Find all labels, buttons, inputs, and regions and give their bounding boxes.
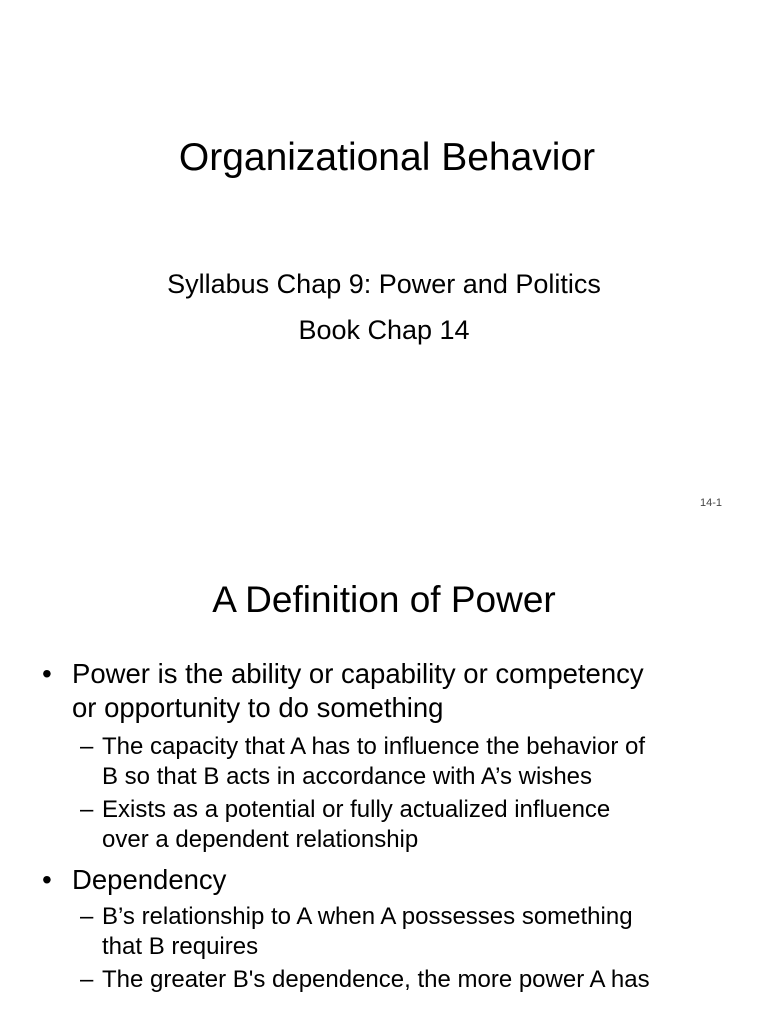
slide-subtitle-syllabus: Syllabus Chap 9: Power and Politics (167, 269, 601, 299)
subbullet-text: B’s relationship to A when A possesses something that B requires (102, 903, 633, 960)
bullet-marker: • (42, 864, 52, 895)
subbullet-text: The capacity that A has to influence the behavior of B so that B acts in accordance with A’s wishes (102, 733, 646, 790)
bullet-item (42, 657, 732, 725)
subbullet-marker: – (80, 796, 94, 823)
bullet-item (42, 863, 732, 897)
slide-number: 14-1 (699, 497, 722, 509)
bullet-marker: • (42, 658, 52, 689)
slide-title: Organizational Behavior (178, 136, 596, 179)
subbullet-text: Exists as a potential or fully actualized influence over a dependent relationship (102, 796, 611, 853)
subbullet-text: The greater B's dependence, the more power A has (102, 966, 650, 993)
subbullet-marker: – (80, 733, 94, 760)
subbullet-item (80, 795, 740, 855)
subbullet-item (80, 902, 740, 962)
content-slide (0, 512, 768, 1024)
bullet-text: Power is the ability or capability or competency or opportunity to do something (72, 658, 644, 723)
bullet-text: Dependency (72, 864, 227, 895)
slide-subtitle-book: Book Chap 14 (298, 315, 470, 345)
slide-title: A Definition of Power (212, 579, 556, 620)
subbullet-item (80, 732, 740, 792)
subbullet-item (80, 965, 740, 995)
subbullet-marker: – (80, 903, 94, 930)
subbullet-marker: – (80, 966, 94, 993)
